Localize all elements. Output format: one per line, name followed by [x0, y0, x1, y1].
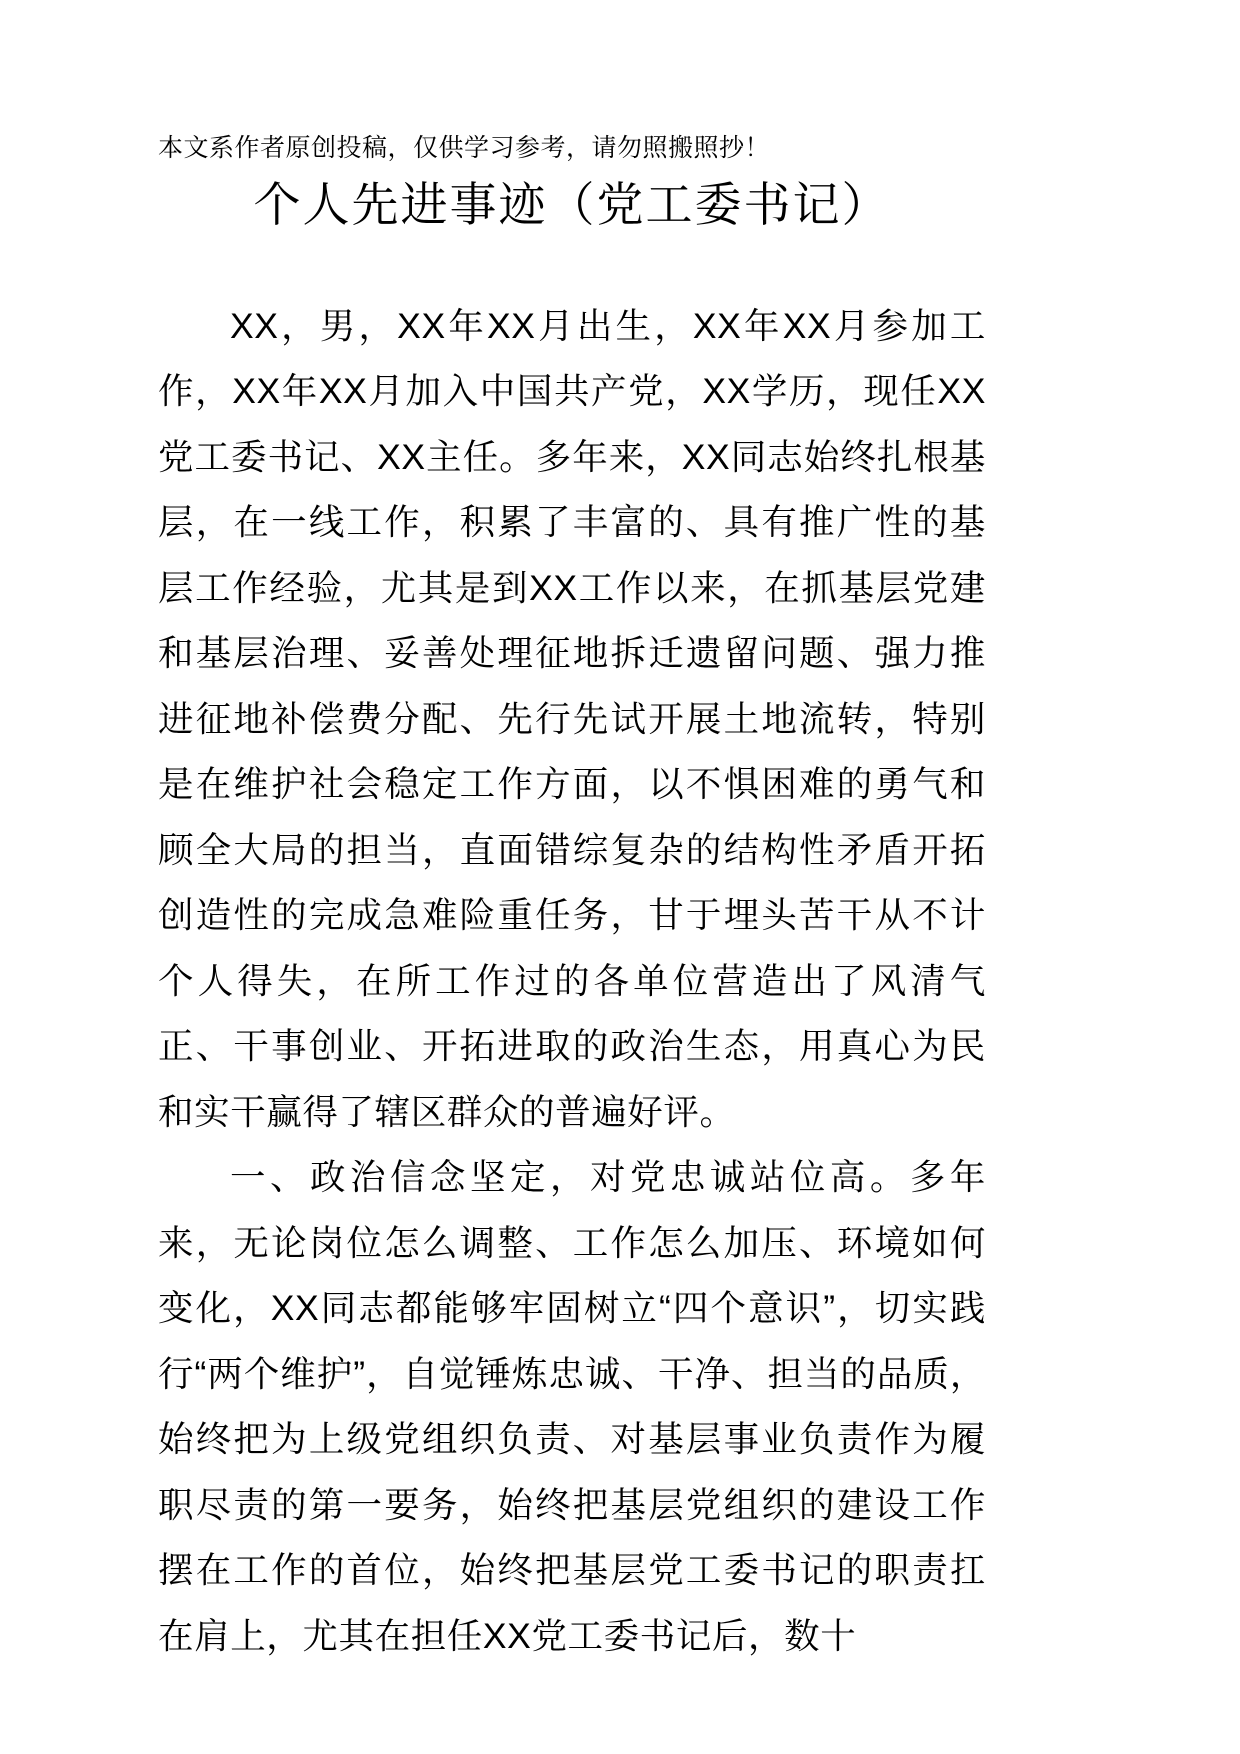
document-body	[158, 294, 986, 1670]
document-content	[158, 132, 986, 1669]
page-title: 个人先进事迹（党工委书记）	[253, 177, 891, 231]
paragraph-intro: XX，男，XX年XX月出生，XX年XX月参加工作，XX年XX月加入中国共产党，XX学历，现任XX党工委书记、XX主任。多年来，XX同志始终扎根基层，在一线工作，积累了丰富的、具有推广性的基层工作经验，尤其是到XX工作以来，在抓基层党建和基层治理、妥善处理征地拆迁遗留问题、强力推进征地补偿费分配、先行先试开展土地流转，特别是在维护社会稳定工作方面，以不惧困难的勇气和顾全大局的担当，直面错综复杂的结构性矛盾开拓创造性的完成急难险重任务，甘于埋头苦干从不计个人得失，在所工作过的各单位营造出了风清气正、干事创业、开拓进取的政治生态，用真心为民和实干赢得了辖区群众的普遍好评。	[158, 305, 986, 1132]
paragraph-section-one: 一、政治信念坚定，对党忠诚站位高。多年来，无论岗位怎么调整、工作怎么加压、环境如何变化，XX同志都能够牢固树立“四个意识”，切实践行“两个维护”，自觉锤炼忠诚、干净、担当的品质，始终把为上级党组织负责、对基层事业负责作为履职尽责的第一要务，始终把基层党组织的建设工作摆在工作的首位，始终把基层党工委书记的职责扛在肩上，尤其在担任XX党工委书记后，数十	[158, 1157, 986, 1656]
copyright-notice: 本文系作者原创投稿，仅供学习参考，请勿照搬照抄！	[158, 134, 771, 162]
